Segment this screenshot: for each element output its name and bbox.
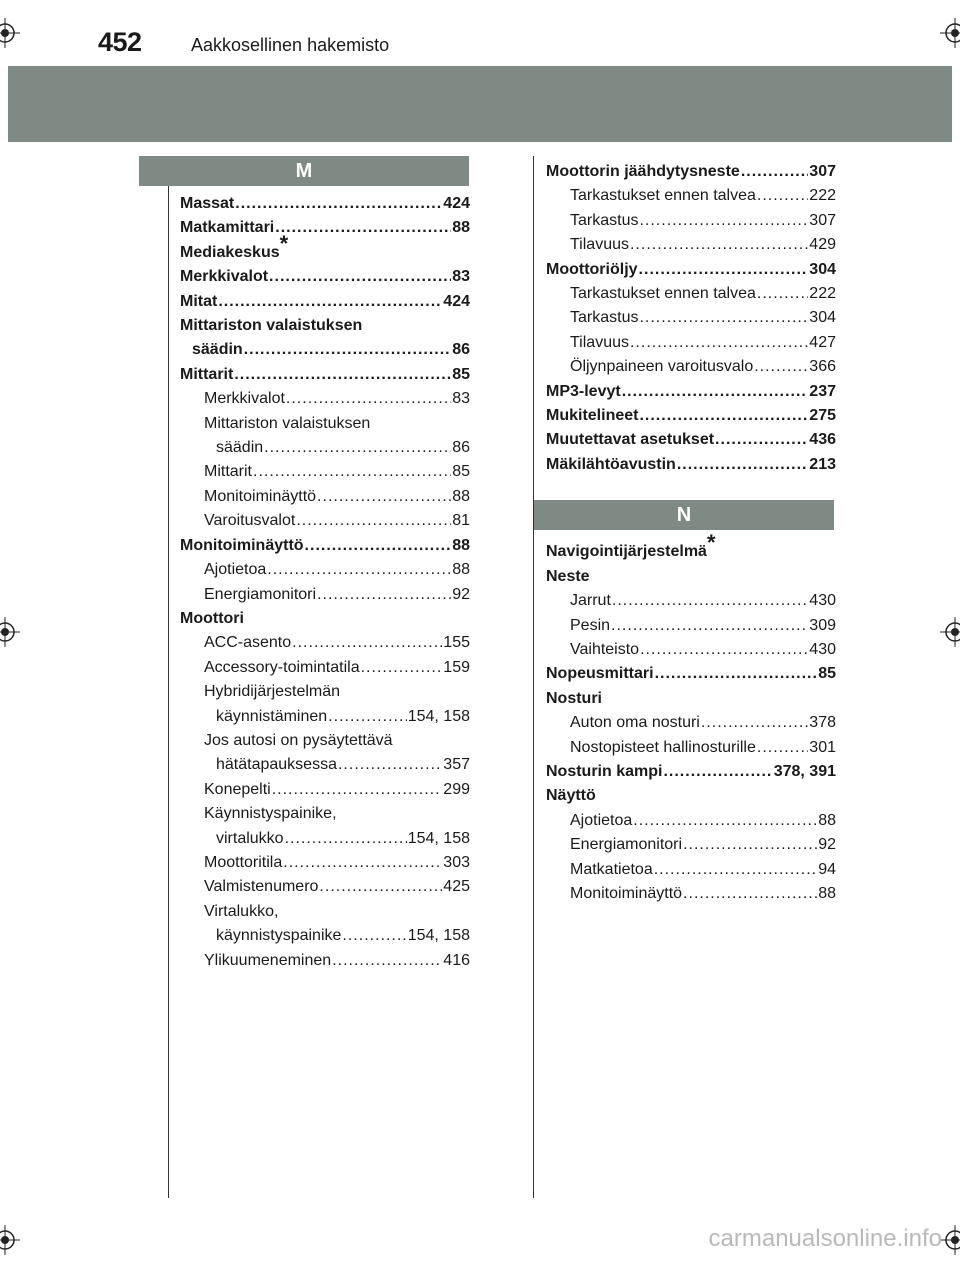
- index-entry: [546, 736, 836, 760]
- leader-dots: [235, 192, 442, 216]
- index-page-ref[interactable]: 304: [809, 260, 836, 278]
- index-page-ref[interactable]: 86: [452, 439, 470, 457]
- column-divider: [533, 156, 534, 1198]
- leader-dots: [639, 258, 809, 282]
- index-entry: [180, 729, 470, 753]
- index-term: Massat: [180, 195, 235, 212]
- index-entry: [180, 900, 470, 924]
- leader-dots: [275, 216, 451, 240]
- leader-dots: [715, 428, 808, 452]
- index-page-ref[interactable]: 301: [809, 738, 836, 756]
- index-term: Mukitelineet: [546, 407, 639, 425]
- section-header-m: M: [139, 156, 469, 186]
- leader-dots: [757, 184, 808, 208]
- index-term: Energiamonitori: [204, 585, 317, 603]
- index-page-ref[interactable]: 159: [443, 658, 470, 676]
- index-term: Tarkastukset ennen talvea: [570, 187, 756, 205]
- index-page-ref[interactable]: 88: [818, 884, 836, 902]
- index-page-ref[interactable]: 303: [443, 853, 470, 871]
- leader-dots: [283, 851, 442, 875]
- index-entry: [180, 230, 470, 265]
- leader-dots: [757, 282, 808, 306]
- leader-dots: [267, 558, 451, 582]
- index-entry: [546, 530, 836, 564]
- index-term: käynnistäminen: [216, 707, 328, 725]
- leader-dots: [244, 338, 452, 362]
- index-entry: [180, 802, 470, 826]
- index-term: Mittarit: [180, 365, 234, 383]
- index-term: Moottorin jäähdytysneste: [546, 163, 740, 180]
- leader-dots: [272, 778, 443, 802]
- index-term: Pesin: [570, 616, 611, 634]
- index-entry: [180, 412, 470, 436]
- leader-dots: [292, 631, 442, 655]
- header-band: [8, 66, 952, 142]
- index-entry: [180, 924, 470, 948]
- index-term: Mittariston valaistuksen: [204, 414, 371, 432]
- index-entry: [546, 882, 836, 906]
- index-entry: [546, 331, 836, 355]
- index-term: Ylikuumeneminen: [204, 951, 332, 969]
- index-term: Öljynpaineen varoitusvalo: [570, 358, 754, 376]
- index-term: Käynnistyspainike,: [204, 805, 337, 823]
- index-entry: [546, 711, 836, 735]
- index-term: Mittarit: [204, 463, 252, 481]
- leader-dots: [305, 534, 452, 558]
- index-entry: [546, 184, 836, 208]
- index-term: säädin: [216, 439, 264, 457]
- index-page-ref[interactable]: 430: [809, 640, 836, 658]
- index-entry: [180, 753, 470, 777]
- leader-dots: [319, 875, 442, 899]
- leader-dots: [683, 882, 817, 906]
- index-term: Varoitusvalot: [204, 512, 296, 530]
- index-entry: [546, 404, 836, 428]
- registration-mark-icon: [0, 617, 20, 647]
- leader-dots: [639, 306, 808, 330]
- asterisk-icon: *: [279, 230, 289, 256]
- index-term: Tarkastus: [570, 309, 639, 327]
- index-term: Mäkilähtöavustin: [546, 455, 676, 473]
- leader-dots: [630, 331, 808, 355]
- index-term: Nopeusmittari: [546, 665, 654, 683]
- column-divider: [168, 156, 169, 1198]
- leader-dots: [285, 827, 407, 851]
- index-term: Matkamittari: [180, 219, 275, 237]
- index-entry: [180, 778, 470, 802]
- index-page-ref[interactable]: 88: [818, 811, 836, 829]
- index-term: Moottoritila: [204, 853, 283, 871]
- index-page-ref[interactable]: 83: [452, 390, 470, 408]
- index-entry: [180, 436, 470, 460]
- index-page-ref[interactable]: 429: [809, 236, 836, 254]
- index-entry: [180, 851, 470, 875]
- index-page-ref[interactable]: 436: [809, 431, 836, 449]
- index-entry: [180, 827, 470, 851]
- index-page-ref[interactable]: 213: [809, 455, 836, 473]
- index-entry-list: [546, 160, 836, 477]
- index-entry: [546, 858, 836, 882]
- index-page-ref[interactable]: 94: [818, 860, 836, 878]
- asterisk-icon: *: [706, 530, 716, 556]
- registration-mark-icon: [940, 617, 960, 647]
- leader-dots: [633, 809, 817, 833]
- index-entry: [546, 209, 836, 233]
- index-page-ref[interactable]: 154, 158: [407, 927, 470, 945]
- index-page-ref[interactable]: 85: [452, 463, 470, 481]
- index-entry: [180, 363, 470, 387]
- leader-dots: [269, 265, 451, 289]
- leader-dots: [317, 485, 451, 509]
- leader-dots: [612, 589, 808, 613]
- index-term: Tarkastus: [570, 211, 639, 229]
- leader-dots: [342, 924, 406, 948]
- index-page-ref[interactable]: 88: [452, 487, 470, 505]
- index-page-ref[interactable]: 424: [443, 292, 470, 310]
- leader-dots: [361, 656, 443, 680]
- index-term: Nostopisteet hallinosturille: [570, 738, 756, 756]
- index-page-ref[interactable]: 81: [452, 512, 470, 530]
- index-entry: [180, 583, 470, 607]
- index-term: Navigointijärjestelmä*: [546, 530, 716, 561]
- leader-dots: [218, 290, 442, 314]
- index-page-ref[interactable]: 309: [809, 616, 836, 634]
- index-term: Näyttö: [546, 787, 596, 805]
- index-entry: [180, 387, 470, 411]
- leader-dots: [630, 233, 808, 257]
- index-entry: [546, 282, 836, 306]
- index-term: Tarkastukset ennen talvea: [570, 285, 756, 303]
- index-page-ref[interactable]: 430: [809, 592, 836, 610]
- index-entry: [180, 875, 470, 899]
- leader-dots: [338, 753, 442, 777]
- index-entry: [546, 662, 836, 686]
- index-entry: [546, 258, 836, 282]
- index-term: Monitoiminäyttö: [570, 884, 683, 902]
- leader-dots: [639, 404, 808, 428]
- leader-dots: [296, 509, 451, 533]
- index-page-ref[interactable]: 275: [809, 407, 836, 425]
- index-page-ref[interactable]: 378: [809, 714, 836, 732]
- index-page-ref[interactable]: 304: [809, 309, 836, 327]
- index-term: Tilavuus: [570, 333, 629, 351]
- index-entry: [546, 833, 836, 857]
- index-page-ref[interactable]: 92: [818, 836, 836, 854]
- index-term: Jarrut: [570, 592, 611, 610]
- index-page-ref[interactable]: 425: [443, 878, 470, 896]
- index-term: Konepelti: [204, 780, 271, 798]
- leader-dots: [683, 833, 817, 857]
- page-header-title: Aakkosellinen hakemisto: [191, 35, 390, 55]
- index-entry: [546, 614, 836, 638]
- leader-dots: [234, 363, 451, 387]
- index-term: Merkkivalot: [180, 268, 269, 286]
- index-term: Moottoriöljy: [546, 260, 638, 278]
- index-page-ref[interactable]: 366: [809, 358, 836, 376]
- leader-dots: [655, 662, 818, 686]
- index-term: Ajotietoa: [570, 811, 633, 829]
- index-term: Virtalukko,: [204, 902, 279, 920]
- index-page-ref[interactable]: 88: [452, 219, 470, 237]
- leader-dots: [701, 711, 808, 735]
- index-entry: [180, 705, 470, 729]
- leader-dots: [286, 387, 451, 411]
- index-term: ACC-asento: [204, 634, 292, 652]
- index-entry: [180, 949, 470, 973]
- leader-dots: [622, 380, 809, 404]
- section-header-n: N: [534, 500, 834, 530]
- index-term: Hybridijärjestelmän: [204, 683, 341, 701]
- index-entry: [180, 509, 470, 533]
- index-term: Monitoiminäyttö: [180, 536, 304, 554]
- index-entry: [546, 160, 836, 184]
- index-page-ref[interactable]: 154, 158: [407, 707, 470, 725]
- index-entry: [180, 338, 470, 362]
- leader-dots: [754, 355, 808, 379]
- registration-mark-icon: [0, 18, 20, 48]
- index-entry: [546, 589, 836, 613]
- index-entry: [180, 192, 470, 216]
- index-page-ref[interactable]: 222: [809, 285, 836, 303]
- index-entry: [546, 380, 836, 404]
- index-entry: [180, 680, 470, 704]
- index-entry: [546, 233, 836, 257]
- index-entry: [180, 216, 470, 240]
- index-page-ref[interactable]: 155: [443, 634, 470, 652]
- index-term: Matkatietoa: [570, 860, 653, 878]
- index-entry: [180, 460, 470, 484]
- index-page-ref[interactable]: 416: [443, 951, 470, 969]
- index-page-ref[interactable]: 307: [809, 211, 836, 229]
- index-entry: [180, 607, 470, 631]
- watermark: carmanualsonline.info: [708, 1225, 942, 1252]
- index-page-ref[interactable]: 357: [443, 756, 470, 774]
- leader-dots: [654, 858, 817, 882]
- index-entry: [180, 265, 470, 289]
- index-entry: [546, 453, 836, 477]
- index-term: Moottori: [180, 609, 244, 627]
- registration-mark-icon: [940, 1225, 960, 1255]
- index-page-ref[interactable]: 427: [809, 333, 836, 351]
- index-entry: [546, 306, 836, 330]
- index-entry: [546, 565, 836, 589]
- registration-mark-icon: [940, 18, 960, 48]
- index-column-right: [546, 160, 836, 906]
- index-term: Energiamonitori: [570, 836, 683, 854]
- index-entry: [180, 656, 470, 680]
- index-term: Mittariston valaistuksen: [180, 317, 363, 335]
- leader-dots: [677, 453, 808, 477]
- index-term: Nosturin kampi: [546, 762, 663, 780]
- leader-dots: [264, 436, 451, 460]
- leader-dots: [741, 160, 808, 184]
- index-entry: [546, 355, 836, 379]
- index-term: hätätapauksessa: [216, 756, 337, 774]
- index-entry: [180, 485, 470, 509]
- index-term: käynnistyspainike: [216, 927, 342, 945]
- index-term: Jos autosi on pysäytettävä: [204, 731, 393, 749]
- leader-dots: [332, 949, 442, 973]
- leader-dots: [317, 583, 451, 607]
- leader-dots: [639, 209, 808, 233]
- leader-dots: [328, 705, 407, 729]
- index-page-ref[interactable]: 85: [452, 365, 470, 383]
- index-entry: [180, 631, 470, 655]
- index-page-ref[interactable]: 378, 391: [773, 762, 836, 780]
- leader-dots: [663, 760, 772, 784]
- leader-dots: [757, 736, 808, 760]
- index-entry: [546, 784, 836, 808]
- index-term: Merkkivalot: [204, 390, 285, 408]
- index-page-ref[interactable]: 237: [809, 382, 836, 400]
- index-page-ref[interactable]: 85: [818, 665, 836, 683]
- index-page-ref[interactable]: 154, 158: [407, 829, 470, 847]
- index-term: Mediakeskus*: [180, 230, 289, 261]
- index-entry: [546, 760, 836, 784]
- index-entry-list: [180, 192, 470, 973]
- index-page-ref[interactable]: 424: [443, 195, 470, 212]
- leader-dots: [611, 614, 808, 638]
- index-term: Nosturi: [546, 689, 602, 707]
- index-term: Tilavuus: [570, 236, 629, 254]
- index-page-ref[interactable]: 88: [452, 536, 470, 554]
- index-term: Vaihteisto: [570, 640, 640, 658]
- leader-dots: [253, 460, 451, 484]
- index-page-ref[interactable]: 307: [809, 163, 836, 180]
- index-term: Accessory-toimintatila: [204, 658, 360, 676]
- index-entry: [180, 558, 470, 582]
- index-entry: [546, 809, 836, 833]
- index-entry: [180, 534, 470, 558]
- index-column-left: [180, 156, 470, 973]
- registration-mark-icon: [0, 1225, 20, 1255]
- index-page-ref[interactable]: 86: [452, 341, 470, 359]
- page-number: 452: [98, 27, 142, 57]
- leader-dots: [640, 638, 808, 662]
- index-term: Muutettavat asetukset: [546, 431, 715, 449]
- index-entry: [546, 638, 836, 662]
- index-entry: [546, 428, 836, 452]
- index-term: Mitat: [180, 292, 218, 310]
- index-entry: [180, 314, 470, 338]
- index-page-ref[interactable]: 88: [452, 561, 470, 579]
- index-entry-list: [546, 530, 836, 906]
- index-page-ref[interactable]: 83: [452, 268, 470, 286]
- index-term: Auton oma nosturi: [570, 714, 700, 732]
- index-page-ref[interactable]: 92: [452, 585, 470, 603]
- index-term: virtalukko: [216, 829, 284, 847]
- index-term: Ajotietoa: [204, 561, 267, 579]
- index-entry: [546, 687, 836, 711]
- index-page-ref[interactable]: 299: [443, 780, 470, 798]
- index-term: Monitoiminäyttö: [204, 487, 317, 505]
- index-term: säädin: [192, 341, 243, 359]
- index-term: MP3-levyt: [546, 382, 621, 400]
- index-term: Neste: [546, 567, 590, 585]
- index-entry: [180, 290, 470, 314]
- index-term: Valmistenumero: [204, 878, 319, 896]
- index-page-ref[interactable]: 222: [809, 187, 836, 205]
